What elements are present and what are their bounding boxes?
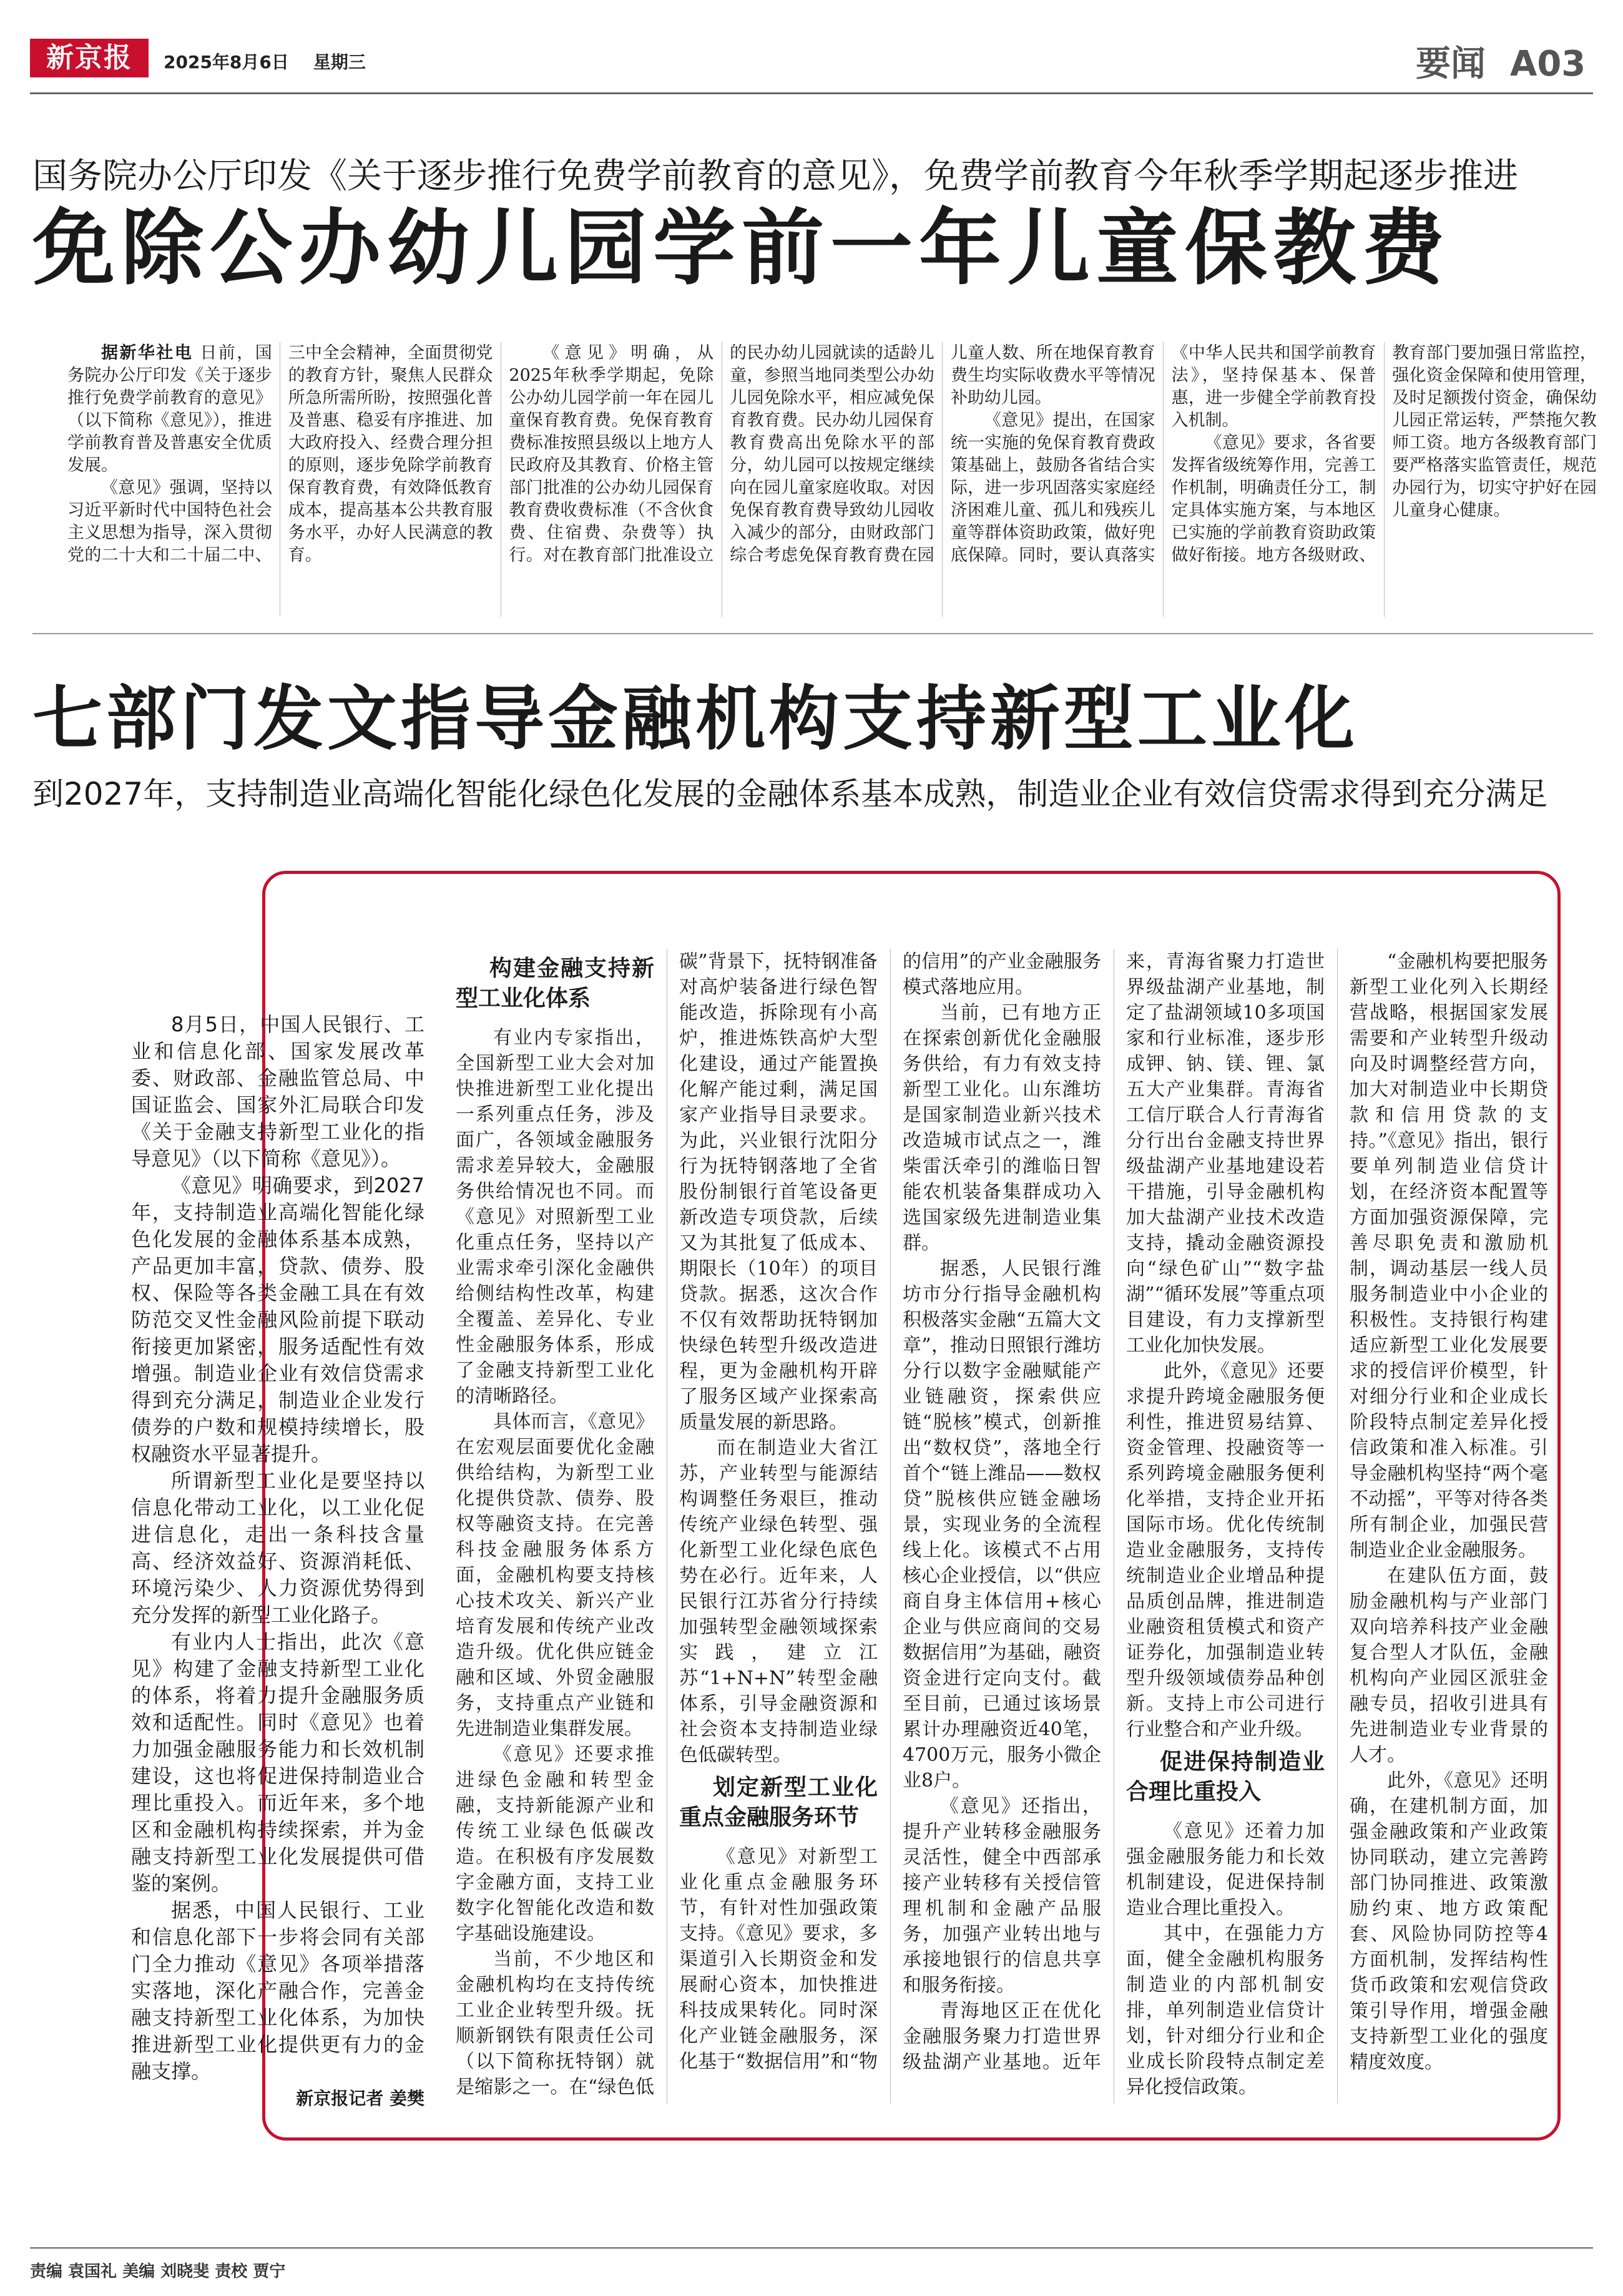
story1-paragraph [67,342,272,477]
footer-rule [30,2247,1593,2249]
story1-kicker: 国务院办公厅印发《关于逐步推行免费学前教育的意见》，免费学前教育今年秋季学期起逐步推进 [32,156,1518,197]
page-number: A03 [1510,44,1586,84]
story2-byline: 新京报记者 姜樊 [296,2088,424,2109]
body-paragraph: 《意见》对新型工业化重点金融服务环节，有针对性加强政策支持。《意见》要求，多渠道引入长期资金和发展耐心资本，加快推进科技成果转化。同时深化产业链金融服务，深化基于“数据信用”和“物的信用”的产业金融服务模式落地应用。 [679,951,1101,2073]
story-divider [32,633,1593,634]
issue-weekday: 星期三 [313,52,366,72]
newspaper-logo: 新京报 [30,39,149,77]
body-paragraph: 当前，不少地区和金融机构均在支持传统工业企业转型升级。抚顺新钢铁有限责任公司（以下简称抚特钢）就是缩影之一。在“绿色低碳”背景下，抚特钢准备对高炉装备进行绿色智能改造，拆除现有小高炉，推进炼铁高炉大型化建设，通过产能置换化解产能过剩，满足国家产业指导目录要求。为此，兴业银行沈阳分行为抚特钢落地了全省股份制银行首笔设备更新改造专项贷款，后续又为其批复了低成本、期限长（10年）的项目贷款。据悉，这次合作不仅有效帮助抚特钢加快绿色转型升级改造进程，更为金融机构开辟了服务区域产业探索高质量发展的新思路。 [456,951,878,2098]
subhead-3: 促进保持制造业合理比重投入 [1126,1749,1325,1805]
body-paragraph: 在建队伍方面，鼓励金融机构与产业部门双向培养科技产业金融复合型人才队伍，金融机构向产业园区派驻金融专员，招收引进具有先进制造业专业背景的人才。 [1350,1565,1548,1766]
issue-dateline [164,49,366,74]
story1-paragraph: 《意见》明确，从2025年秋季学期起，免除公办幼儿园学前一年在园儿童保育教育费。免保育教育费标准按照县级以上地方人民政府及其教育、价格主管部门批准的公办幼儿园保育教育费收费标准（不含伙食费、住宿费、杂费等）执行。对在教育部门批准设立的民办幼儿园就读的适龄儿童，参照当地同类型公办幼儿园免除水平，相应减免保育教育费。民办幼儿园保育教育费高出免除水平的部分，幼儿园可以按规定继续向在园儿童家庭收取。对因免保育教育费导致幼儿园收入减少的部分，由财政部门综合考虑免保育教育费在园儿童人数、所在地保育教育费生均实际收费水平等情况补助幼儿园。 [509,343,1155,565]
body-paragraph: 当前，已有地方正在探索创新优化金融服务供给，有力有效支持新型工业化。山东潍坊是国家制造业新兴技术改造城市试点之一，潍柴雷沃牵引的潍临日智能农机装备集群成功入选国家级先进制造业集群。 [903,1002,1101,1254]
body-paragraph: “金融机构要把服务新型工业化列入长期经营战略，根据国家发展需要和产业转型升级动向及时调整经营方向，加大对制造业中长期贷款和信用贷款的支持。”《意见》指出，银行要单列制造业信贷计划，在经济资本配置等方面加强资源保障，完善尽职免责和激励机制，调动基层一线人员服务制造业中小企业的积极性。支持银行构建适应新型工业化发展要求的授信评价模型，针对细分行业和企业成长阶段特点制定差异化授信政策和准入标准。引导金融机构坚持“两个毫不动摇”，平等对待各类所有制企业，加强民营制造业企业金融服务。 [1350,951,1548,1561]
issue-date: 2025年8月6日 [164,52,289,72]
story1-body [67,342,1597,617]
story1-paragraph: 《意见》强调，坚持以习近平新时代中国特色社会主义思想为指导，深入贯彻党的二十大和二十届二中、三中全会精神，全面贯彻党的教育方针，聚焦人民群众所急所需所盼，按照强化普及普惠、稳妥有序推进、加大政府投入、经费合理分担的原则，逐步免除学前教育保育教育费，有效降低教育成本，提高基本公共教育服务水平，办好人民满意的教育。 [67,343,493,565]
story2-deck: 到2027年，支持制造业高端化智能化绿色化发展的金融体系基本成熟，制造业企业有效信贷需求得到充分满足 [32,776,1548,812]
story1-headline: 免除公办幼儿园学前一年儿童保教费 [32,200,1451,297]
lead-paragraph: 有业内人士指出，此次《意见》构建了金融支持新型工业化的体系，将着力提升金融服务质效和适配性。同时《意见》也着力加强金融服务能力和长效机制建设，这也将促进保持制造业合理比重投入。而近年来，多个地区和金融机构持续探索，并为金融支持新型工业化发展提供可借鉴的案例。 [131,1630,424,1895]
page-credits: 责编 袁国礼 美编 刘晓斐 责校 贾宁 [30,2262,286,2281]
story2-columns [456,949,1548,2104]
story1-paragraph: 《意见》提出，在国家统一实施的免保育教育费政策基础上，鼓励各省结合实际，进一步巩固落实家庭经济困难儿童、孤儿和残疾儿童等群体资助政策，做好兜底保障。同时，要认真落实《中华人民共和国学前教育法》，坚持保基本、保普惠，进一步健全学前教育投入机制。 [950,343,1376,565]
subhead-1: 构建金融支持新型工业化体系 [456,956,654,1011]
body-paragraph: 《意见》还着力加强金融服务能力和长效机制建设，促进保持制造业合理比重投入。 [1126,1820,1325,1919]
body-paragraph: 据悉，人民银行潍坊市分行指导金融机构积极落实金融“五篇大文章”，推动日照银行潍坊分行以数字金融赋能产业链融资，探索供应链“脱核”模式，创新推出“数权贷”，落地全行首个“链上潍品——数权贷”脱核供应链金融场景，实现业务的全流程线上化。该模式不占用核心企业授信，以“供应商自身主体信用+核心企业与供应商间的交易数据信用”为基础，融资资金进行定向支付。截至目前，已通过该场景累计办理融资近40笔，4700万元，服务小微企业8户。 [903,1258,1101,1792]
body-paragraph: 此外，《意见》还明确，在建机制方面，加强金融政策和产业政策协同联动，建立完善跨部门协同推进、政策激励约束、地方政策配套、风险协同防控等4方面机制，发挥结构性货币政策和宏观信贷政策引导作用，增强金融支持新型工业化的强度精度效度。 [1350,1770,1548,2073]
body-paragraph: 其中，在强能力方面，健全金融机构服务制造业的内部机制安排，单列制造业信贷计划，针对细分行业和企业成长阶段特点制定差异化授信政策。 [1126,1923,1325,2098]
masthead-rule [30,92,1593,94]
body-paragraph: 有业内专家指出，全国新型工业大会对加快推进新型工业化提出一系列重点任务，涉及面广，各领域金融服务需求差异较大，金融服务供给情况也不同。而《意见》对照新型工业化重点任务，坚持以产业需求牵引深化金融供给侧结构性改革，构建全覆盖、差异化、专业性金融服务体系，形成了金融支持新型工业化的清晰路径。 [456,1027,654,1407]
section-name: 要闻 [1416,44,1486,84]
story2-headline: 七部门发文指导金融机构支持新型工业化 [32,678,1358,760]
story2-lead [131,1011,424,2109]
body-paragraph: 此外，《意见》还要求提升跨境金融服务便利性，推进贸易结算、资金管理、投融资等一系列跨境金融服务便利化举措，支持企业开拓国际市场。优化传统制造业金融服务，支持传统制造业企业增品种提品质创品牌，推进制造业融资租赁模式和资产证券化，加强制造业转型升级领域债券品种创新。支持上市公司进行行业整合和产业升级。 [1126,1360,1325,1740]
lead-paragraph: 所谓新型工业化是要坚持以信息化带动工业化，以工业化促进信息化，走出一条科技含量高、经济效益好、资源消耗低、环境污染少、人力资源优势得到充分发挥的新型工业化路子。 [131,1469,424,1627]
lead-paragraph: 据悉，中国人民银行、工业和信息化部下一步将会同有关部门全力推动《意见》各项举措落实落地，深化产融合作，完善金融支持新型工业化体系，为加快推进新型工业化提供更有力的金融支撑。 [131,1898,424,2083]
story1-paragraph-text: 日前，国务院办公厅印发《关于逐步推行免费学前教育的意见》（以下简称《意见》），推进学前教育普及普惠安全优质发展。 [67,343,272,475]
body-paragraph: 青海地区正在优化金融服务聚力打造世界级盐湖产业基地。近年来，青海省聚力打造世界级盐湖产业基地，制定了盐湖领域10多项国家和行业标准，逐步形成钾、钠、镁、锂、氯五大产业集群。青海省工信厅联合人行青海省分行出台金融支持世界级盐湖产业基地建设若干措施，引导金融机构加大盐湖产业技术改造支持，撬动金融资源投向“绿色矿山”“数字盐湖”“循环发展”等重点项目建设，有力支撑新型工业化加快发展。 [903,951,1325,2073]
story1-paragraph: 《意见》要求，各省要发挥省级统筹作用，完善工作机制，明确责任分工，制定具体实施方案，与本地区已实施的学前教育资助政策做好衔接。地方各级财政、教育部门要加强日常监控，强化资金保障和使用管理，及时足额拨付资金，确保幼儿园正常运转，严禁拖欠教师工资。地方各级教育部门要严格落实监管责任，规范办园行为，切实守护好在园儿童身心健康。 [1171,343,1597,565]
body-paragraph: 《意见》还要求推进绿色金融和转型金融，支持新能源产业和传统工业绿色低碳改造。在积极有序发展数字金融方面，支持工业数字化智能化改造和数字基础设施建设。 [456,1744,654,1945]
body-paragraph: 具体而言，《意见》在宏观层面要优化金融供给结构，为新型工业化提供贷款、债券、股权等融资支持。在完善科技金融服务体系方面，金融机构要支持核心技术攻关、新兴产业培育发展和传统产业改造升级。优化供应链金融和区域、外贸金融服务，支持重点产业链和先进制造业集群发展。 [456,1411,654,1740]
body-paragraph: 而在制造业大省江苏，产业转型与能源结构调整任务艰巨，推动传统产业绿色转型、强化新型工业化绿色底色势在必行。近年来，人民银行江苏省分行持续加强转型金融领域探索实践，建立江苏“1+N+N”转型金融体系，引导金融资源和社会资本支持制造业绿色低碳转型。 [679,1437,878,1766]
subhead-2: 划定新型工业化重点金融服务环节 [679,1775,878,1830]
lead-paragraph: 8月5日，中国人民银行、工业和信息化部、国家发展改革委、财政部、金融监管总局、中国证监会、国家外汇局联合印发《关于金融支持新型工业化的指导意见》（以下简称《意见》）。 [131,1013,424,1170]
story1-dateline: 据新华社电 [101,343,194,363]
body-paragraph: 《意见》还指出，提升产业转移金融服务灵活性，健全中西部承接产业转移有关授信管理机制和金融产品服务，加强产业转出地与承接地银行的信息共享和服务衔接。 [903,1795,1101,1996]
lead-paragraph: 《意见》明确要求，到2027年，支持制造业高端化智能化绿色化发展的金融体系基本成熟，产品更加丰富，贷款、债券、股权、保险等各类金融工具在有效防范交叉性金融风险前提下联动衔接更加紧密，服务适配性有效增强。制造业企业有效信贷需求得到充分满足，制造业企业发行债券的户数和规模持续增长，股权融资水平显著提升。 [131,1174,424,1466]
page-section [1416,36,1586,86]
